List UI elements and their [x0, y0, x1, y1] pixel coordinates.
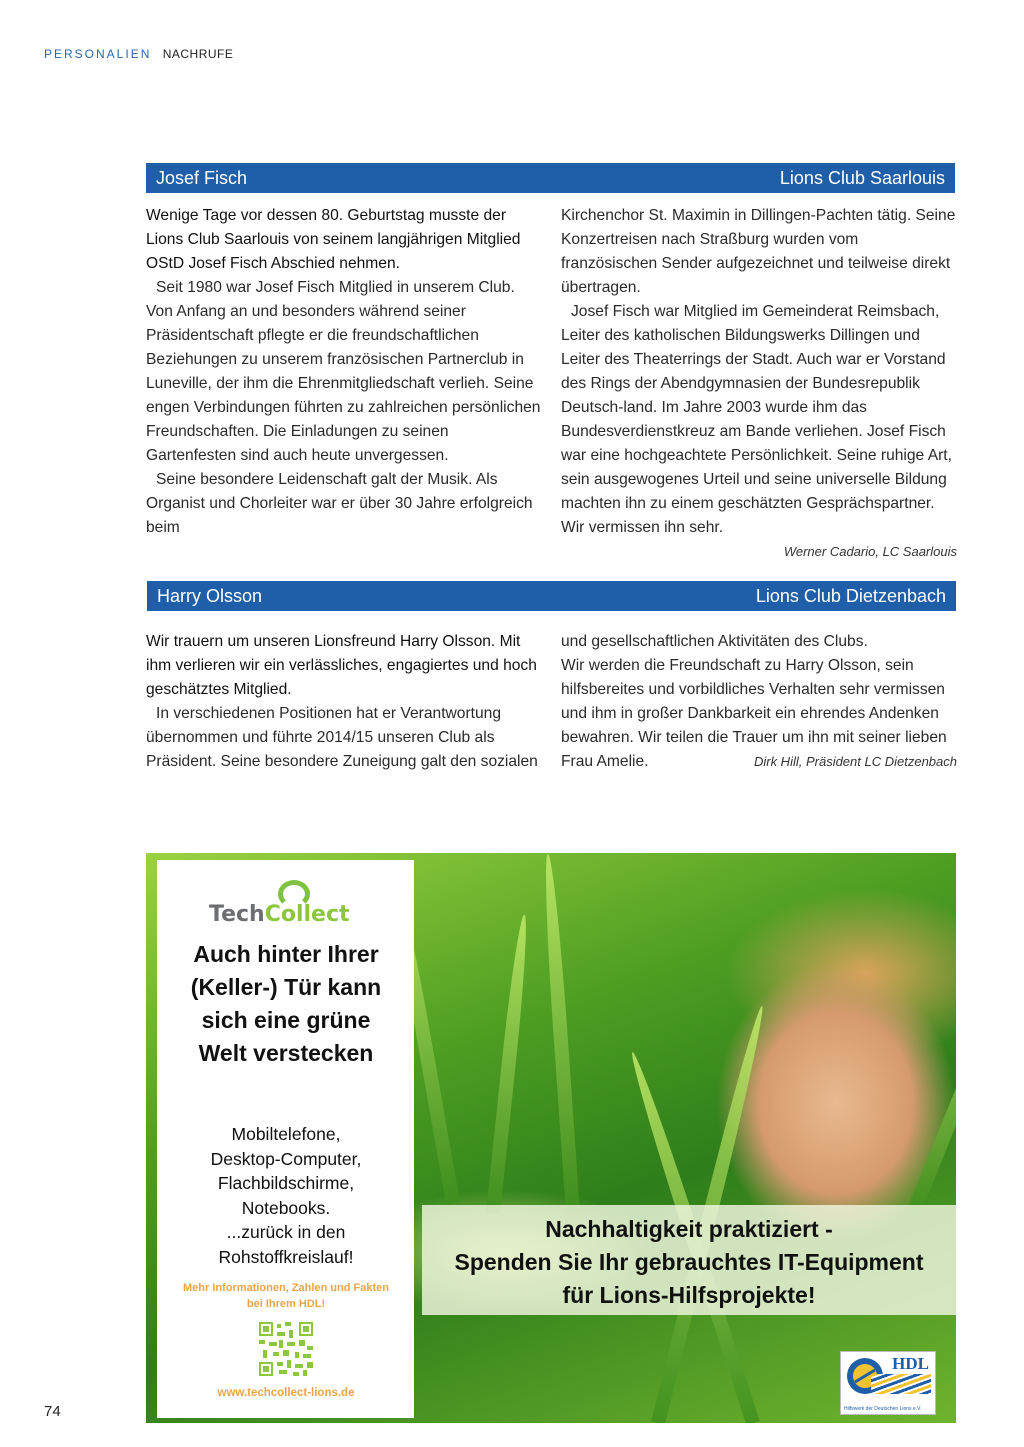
qr-code-icon: [259, 1322, 313, 1376]
ad-item: Flachbildschirme,: [217, 1173, 355, 1193]
hdl-logo: [840, 1351, 936, 1415]
hdl-stripes: [871, 1374, 931, 1394]
ad-slogan: [422, 1205, 956, 1315]
obituary-header-josef-fisch: [146, 163, 955, 193]
ad-info-text: Mehr Informationen, Zahlen und Fakten bei Ihrem HDL!: [183, 1282, 389, 1310]
grass-blade: [486, 914, 531, 1214]
obituary-name: Josef Fisch: [156, 167, 248, 188]
obituary-signature: Dirk Hill, Präsident LC Dietzenbach: [753, 754, 957, 769]
section-title: PERSONALIEN: [44, 47, 152, 61]
obituary-paragraph: und gesellschaftlichen Aktivitäten des Clubs.: [561, 633, 868, 650]
ad-headline: Auch hinter Ihrer (Keller-) Tür kann sich eine grüne Welt verstecken: [190, 941, 382, 1066]
obituary-lead: Wenige Tage vor dessen 80. Geburtstag musste der Lions Club Saarlouis von seinem langjährigen Mitglied OStD Josef Fisch Abschied nehmen.: [146, 207, 521, 272]
slogan-line: Nachhaltigkeit praktiziert -: [545, 1216, 833, 1242]
ad-item-list: [177, 1122, 395, 1269]
obituary-paragraph: Kirchenchor St. Maximin in Dillingen-Pachten tätig. Seine Konzertreisen nach Straßburg wurden vom französischen Sender aufgezeichnet und teilweise direkt übertragen.: [561, 207, 956, 296]
slogan-line: Spenden Sie Ihr gebrauchtes IT-Equipment: [454, 1249, 924, 1275]
obituary-paragraph: Seine besondere Leidenschaft galt der Musik. Als Organist und Chorleiter war er über 30 Jahre erfolgreich beim: [146, 471, 533, 536]
obituary-paragraph: Josef Fisch war Mitglied im Gemeinderat Reimsbach, Leiter des katholischen Bildungswerks Dillingen und Leiter des Theaterrings der Stadt. Auch war er Vorstand des Rings der Abendgymnasien der Bundesrepublik Deutsch-land. Im Jahre 2003 wurde ihm das Bundesverdienstkreuz am Bande verliehen. Josef Fisch war eine hochgeachtete Persönlichkeit. Seine ruhige Art, sein ausgewogenes Urteil und seine universelle Bildung machten ihn zu einem geschätzten Gesprächspartner. Wir vermissen ihn sehr.: [561, 303, 952, 536]
logo-text-tech: Tech: [209, 902, 265, 927]
subsection-title: NACHRUFE: [162, 47, 234, 61]
page-header: [44, 47, 233, 61]
obituary-name: Harry Olsson: [157, 585, 263, 606]
techcollect-logo: [209, 902, 350, 927]
obituary-signature: Werner Cadario, LC Saarlouis: [783, 544, 957, 559]
obituary-club: Lions Club Dietzenbach: [755, 585, 946, 606]
ad-item: Desktop-Computer,: [210, 1148, 362, 1169]
grass-blade: [907, 932, 956, 1215]
grass-blade: [541, 853, 580, 1213]
slogan-line: für Lions-Hilfsprojekte!: [562, 1282, 816, 1308]
hdl-logo-text: HDL: [892, 1354, 929, 1373]
ad-text-panel: [157, 860, 414, 1418]
ad-url: www.techcollect-lions.de: [217, 1387, 355, 1399]
hdl-logo-subtitle: Hilfswerk der Deutschen Lions e.V.: [844, 1406, 922, 1412]
obituary-paragraph: In verschiedenen Positionen hat er Verantwortung übernommen und führte 2014/15 unseren Club als Präsident. Seine besondere Zuneigung galt den sozialen: [146, 705, 538, 770]
obituary-column-left: [146, 630, 542, 774]
obituary-column-left: [146, 204, 542, 540]
obituary-club: Lions Club Saarlouis: [779, 167, 945, 188]
techcollect-advertisement: [146, 853, 956, 1423]
page-number: 74: [44, 1403, 61, 1420]
obituary-column-right: [561, 630, 957, 774]
ad-item: Mobiltelefone,: [231, 1124, 341, 1144]
obituary-paragraph: Wir werden die Freundschaft zu Harry Olsson, sein hilfsbereites und vorbildliches Verhalten sehr vermissen und ihm in großer Dankbarkeit ein ehrendes Andenken bewahren. Wir teilen die Trauer um ihn mit seiner lieben Frau Amelie.: [561, 657, 947, 770]
obituary-header-harry-olsson: [147, 581, 956, 611]
obituary-lead: Wir trauern um unseren Lionsfreund Harry Olsson. Mit ihm verlieren wir ein verlässliches, engagiertes und hoch geschätztes Mitglied.: [146, 633, 537, 698]
logo-text-collect: Collect: [264, 902, 350, 927]
obituary-column-right: [561, 204, 957, 564]
ad-item: ...zurück in den Rohstoffkreislauf!: [218, 1222, 354, 1267]
ad-item: Notebooks.: [241, 1197, 331, 1218]
obituary-paragraph: Seit 1980 war Josef Fisch Mitglied in unserem Club. Von Anfang an und besonders während seiner Präsidentschaft pflegte er die freundschaftlichen Beziehungen zu unserem französischen Partnerclub in Luneville, der ihm die Ehrenmitgliedschaft verlieh. Seine engen Verbindungen führten zu zahlreichen persönlichen Freundschaften. Die Einladungen zu seinen Gartenfesten sind auch heute unvergessen.: [146, 279, 541, 464]
